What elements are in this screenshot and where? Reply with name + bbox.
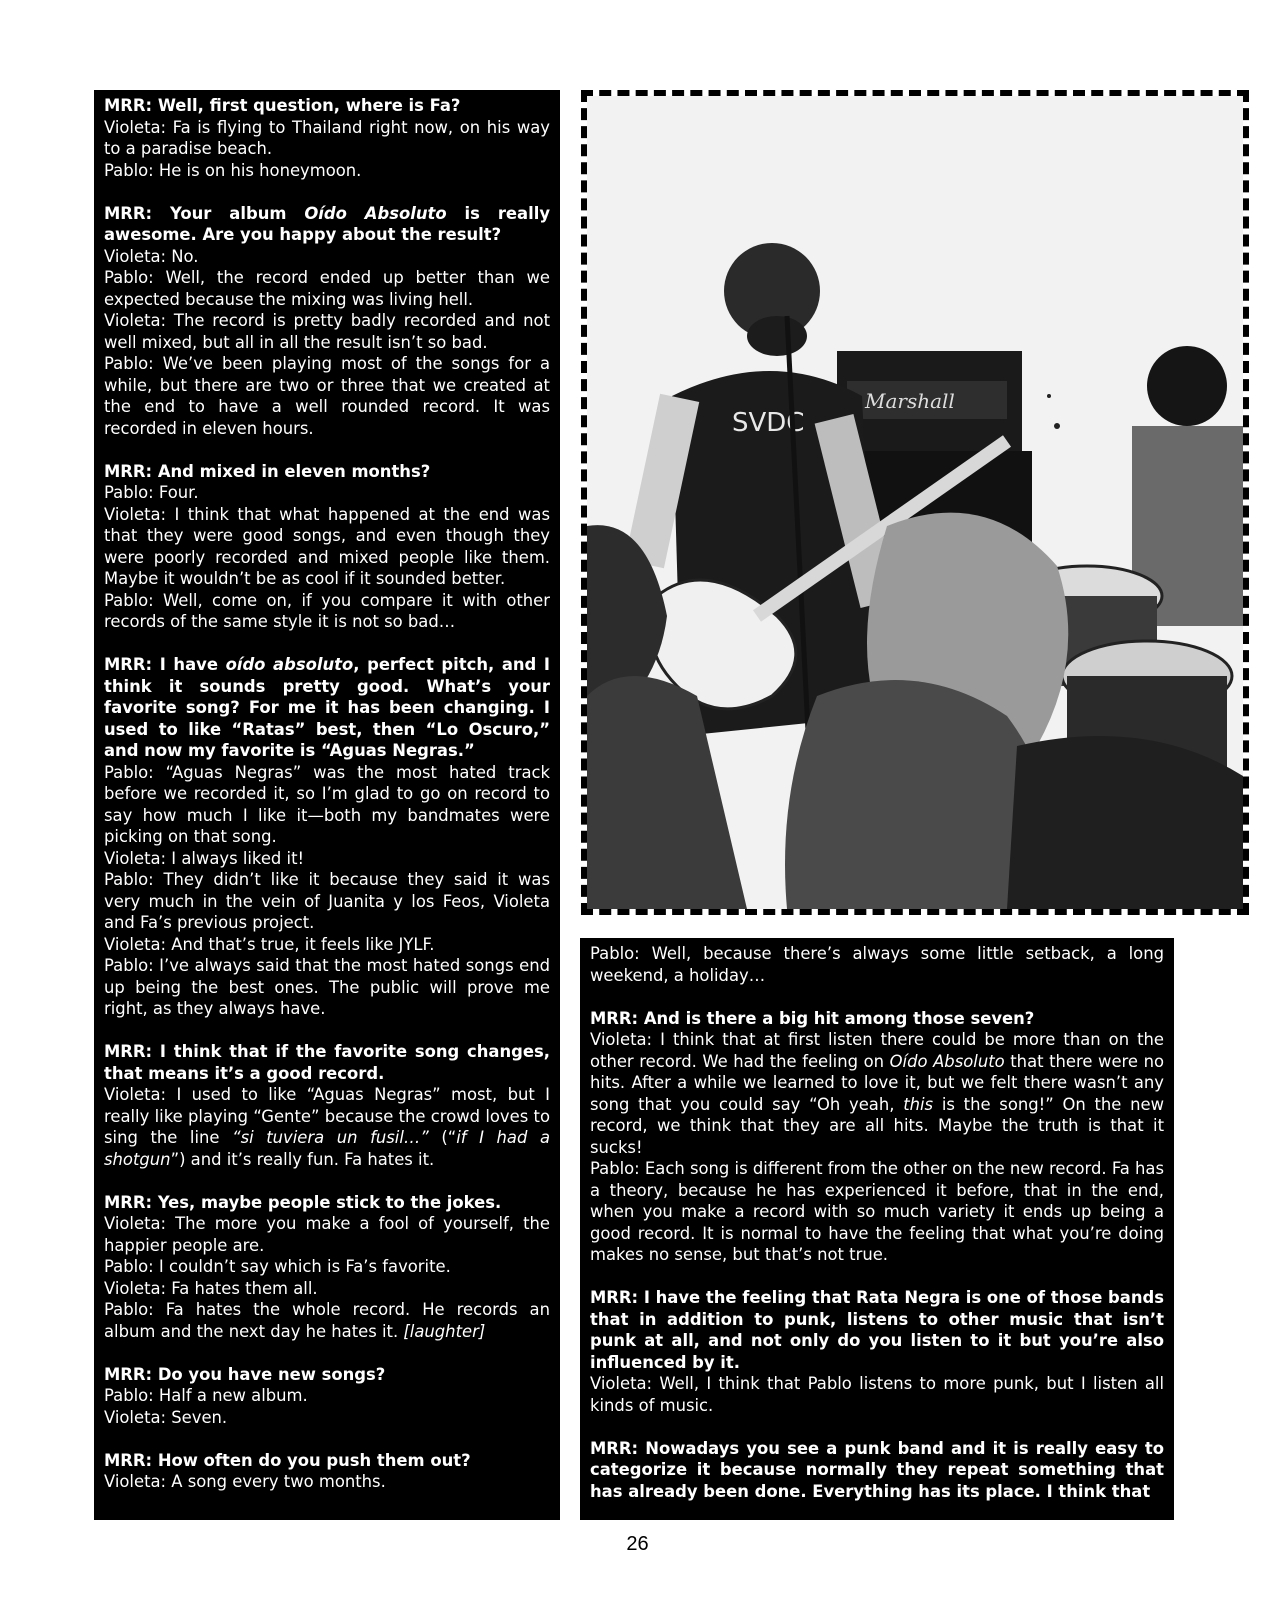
answer: Pablo: We’ve been playing most of the songs for a while, but there are two or three that we created at the end to have a well rounded record. It was recorded in eleven hours. <box>104 354 550 438</box>
qa-block <box>104 95 550 181</box>
answer: Pablo: Well, because there’s always some little setback, a long weekend, a holiday… <box>590 944 1164 985</box>
answer: Violeta: The record is pretty badly recorded and not well mixed, but all in all the result isn’t so bad. <box>104 311 550 352</box>
answer: Pablo: He is on his honeymoon. <box>104 160 362 180</box>
album-title: Oído Absoluto <box>304 203 447 223</box>
qa-block <box>104 203 550 440</box>
question: MRR: Your album Oído Absoluto is really awesome. Are you happy about the result? <box>104 203 551 244</box>
qa-block <box>104 461 550 633</box>
question: MRR: Nowadays you see a punk band and it is really easy to categorize it because normally they repeat something that has already been done. Everything has its place. I think that <box>590 1438 1164 1501</box>
answer: Pablo: Half a new album. <box>104 1386 308 1405</box>
answer: Violeta: A song every two months. <box>104 1472 386 1491</box>
question: MRR: Do you have new songs? <box>104 1364 386 1384</box>
qa-block <box>590 1008 1164 1266</box>
amp-logo: Marshall <box>865 389 955 413</box>
answer: Violeta: The more you make a fool of yourself, the happier people are. <box>104 1214 550 1255</box>
question: MRR: How often do you push them out? <box>104 1450 471 1470</box>
question: MRR: I think that if the favorite song changes, that means it’s a good record. <box>104 1042 550 1083</box>
question: MRR: Yes, maybe people stick to the jokes. <box>104 1192 502 1212</box>
qa-block <box>590 1287 1164 1416</box>
interview-right-column <box>580 938 1174 1520</box>
qa-block <box>104 1450 550 1493</box>
answer: Violeta: Fa is flying to Thailand right now, on his way to a paradise beach. <box>104 117 550 158</box>
band-photo-illustration <box>587 96 1243 909</box>
answer: Pablo: Well, the record ended up better than we expected because the mixing was living hell. <box>104 268 550 309</box>
answer: Pablo: I’ve always said that the most hated songs end up being the best ones. The public will prove me right, as they always have. <box>104 956 550 1018</box>
answer: Pablo: “Aguas Negras” was the most hated track before we recorded it, so I’m glad to go on record to say how much I like it—both my bandmates were picking on that song. <box>104 762 550 846</box>
qa-block <box>590 943 1164 986</box>
interview-left-column <box>94 90 560 1520</box>
answer: Violeta: I always liked it! <box>104 848 305 868</box>
answer: Violeta: And that’s true, it feels like JYLF. <box>104 934 435 954</box>
answer: Pablo: Each song is different from the other on the new record. Fa has a theory, because he has experienced it before, that in the end, when you make a record with so much variety it ends up being a good record. It is normal to have the feeling that what you’re doing makes no sense, but that’s not true. <box>590 1159 1164 1264</box>
answer: Violeta: Fa hates them all. <box>104 1278 318 1298</box>
qa-block <box>104 1041 550 1170</box>
answer: Pablo: Four. <box>104 483 199 502</box>
answer: Violeta: Well, I think that Pablo listens to more punk, but I listen all kinds of music. <box>590 1374 1164 1415</box>
band-photo <box>581 90 1249 915</box>
question: MRR: And mixed in eleven months? <box>104 461 431 481</box>
answer: Violeta: I think that what happened at the end was that they were good songs, and even though they were poorly recorded and mixed people like them. Maybe it wouldn’t be as cool if it sounded better. <box>104 504 550 588</box>
answer: Violeta: No. <box>104 246 199 266</box>
shirt-text: SVDC <box>732 408 805 438</box>
question: MRR: Well, first question, where is Fa? <box>104 96 461 115</box>
qa-block <box>104 654 550 1020</box>
qa-block <box>590 1438 1164 1503</box>
answer: Violeta: I used to like “Aguas Negras” most, but I really like playing “Gente” because the crowd loves to sing the line “si tuviera un fusil…” (“if I had a shotgun”) and it’s really fun. Fa hates it. <box>104 1085 550 1169</box>
page-number: 26 <box>626 1533 649 1555</box>
answer: Pablo: They didn’t like it because they said it was very much in the vein of Juanita y los Feos, Violeta and Fa’s previous project. <box>104 870 550 932</box>
answer: Pablo: I couldn’t say which is Fa’s favorite. <box>104 1257 451 1276</box>
question: MRR: I have oído absoluto, perfect pitch, and I think it sounds pretty good. What’s your favorite song? For me it has been changing. I used to like “Ratas” best, then “Lo Oscuro,” and now my favorite is “Aguas Negras.” <box>104 655 550 760</box>
qa-block <box>104 1364 550 1429</box>
qa-block <box>104 1192 550 1343</box>
answer: Violeta: I think that at first listen there could be more than on the other record. We had the feeling on Oído Absoluto that there were no hits. After a while we learned to love it, but we felt there wasn’t any song that you could say “Oh yeah, this is the song!” On the new record, we think that they are all hits. Maybe the truth is that it sucks! <box>590 1030 1165 1157</box>
answer: Pablo: Well, come on, if you compare it with other records of the same style it is not so bad… <box>104 590 550 631</box>
answer: Violeta: Seven. <box>104 1407 228 1427</box>
answer: Pablo: Fa hates the whole record. He records an album and the next day he hates it. [laughter] <box>104 1300 550 1341</box>
question: MRR: And is there a big hit among those seven? <box>590 1008 1035 1028</box>
question: MRR: I have the feeling that Rata Negra is one of those bands that in addition to punk, listens to other music that isn’t punk at all, and not only do you listen to it but you’re also influenced by it. <box>590 1288 1164 1372</box>
